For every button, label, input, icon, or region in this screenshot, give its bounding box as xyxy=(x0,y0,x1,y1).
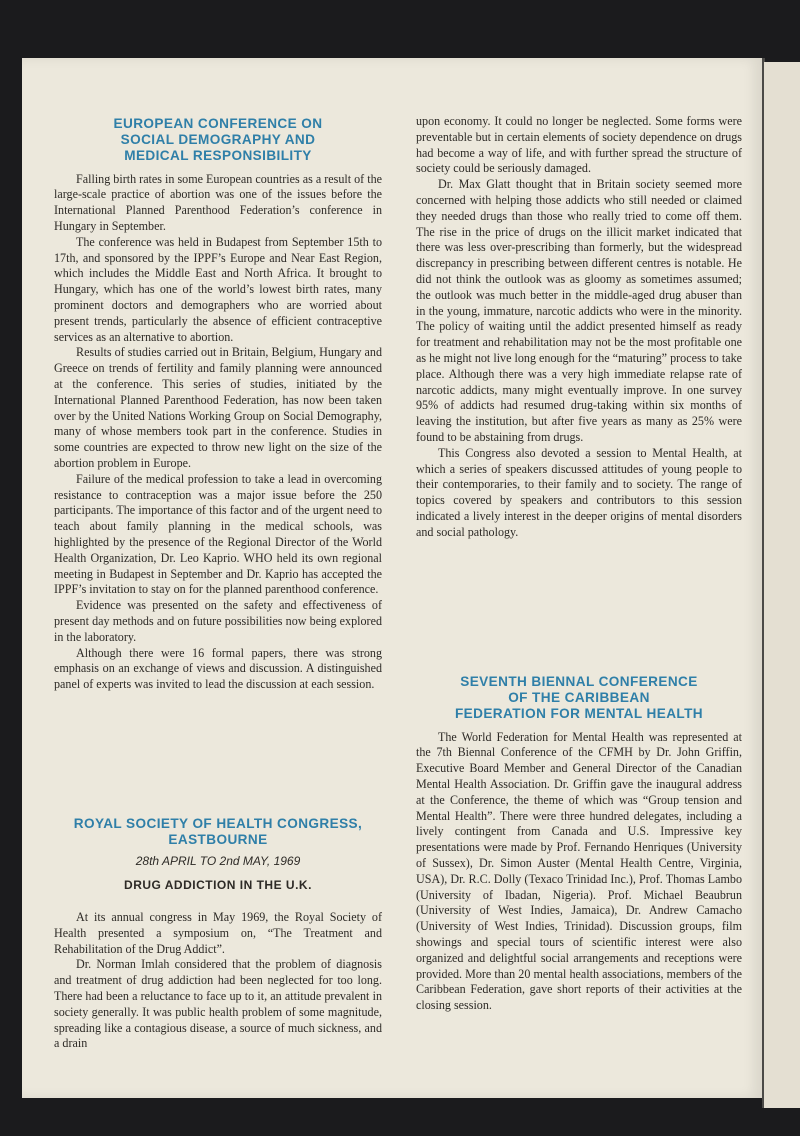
caribbean-conference-article xyxy=(416,674,742,1014)
paragraph: Falling birth rates in some European countries as a result of the large-scale practice of abortion was one of the issues before the International Planned Parenthood Federation’s conference in Hungary in September. xyxy=(54,171,382,233)
paragraph: Dr. Norman Imlah considered that the problem of diagnosis and treatment of drug addiction had been neglected for too long. There had been a reluctance to face up to it, an attitude prevalent in society generally. It was public health problem of some magnitude, spreading like a contagious disease, a source of much sickness, and a drain xyxy=(54,957,382,1051)
paragraph: Dr. Max Glatt thought that in Britain society seemed more concerned with helping those addicts who still needed or claimed they needed drugs than those who really tried to come off them. The rise in the price of drugs on the illicit market indicated that there was less over-prescribing than formerly, but the widespread discrepancy in prescribing between different centres is notable. He did not think the outlook was as gloomy as sometimes assumed; the outlook was much better in the middle-aged drug abuser than in the young, immature, narcotic addicts who were in the minority. The policy of waiting until the addict presented himself as ready for treatment and rehabilitation may not be the most profitable one as he might not live long enough for the “maturing” process to take place. Although there was a very high immediate relapse rate of narcotic addicts, many might eventually improve. In one survey 95% of addicts had resumed drug-taking within six months of leaving the institution, but after five years as many as 25% were found to be abstaining from drugs. xyxy=(416,177,742,444)
royal-society-article xyxy=(54,816,382,1052)
paragraph: The conference was held in Budapest from September 15th to 17th, and sponsored by the IPPF’s Europe and Near East Region, which includes the Middle East and North Africa. It brought to Hungary, which has one of the world’s lowest birth rates, many prominent doctors and demographers who are worried about present trends, particularly the absence of efficient contraceptive services as an alternative to abortion. xyxy=(54,234,382,344)
european-conference-heading: EUROPEAN CONFERENCE ON SOCIAL DEMOGRAPHY AND MEDICAL RESPONSIBILITY xyxy=(113,116,323,164)
congress-dateline: 28th APRIL TO 2nd MAY, 1969 xyxy=(135,854,301,869)
paragraph: Evidence was presented on the safety and effectiveness of present day methods and on future possibilities now being explored in the laboratory. xyxy=(54,598,382,644)
royal-society-heading: ROYAL SOCIETY OF HEALTH CONGRESS, EASTBOURNE xyxy=(73,816,363,848)
drug-addiction-continuation xyxy=(416,114,742,541)
paragraph: Failure of the medical profession to take a lead in overcoming resistance to contraception was a major issue before the 250 participants. The importance of this factor and of the urgent need to teach about family planning in the medical schools, was highlighted by the presence of the Regional Director of the World Health Organization, Dr. Leo Kaprio. WHO held its own regional meeting in Budapest in September and Dr. Kaprio has accepted the IPPF’s invitation to stay on for the planned parenthood conference. xyxy=(54,471,382,597)
drug-addiction-subheading: DRUG ADDICTION IN THE U.K. xyxy=(124,878,312,893)
paragraph: upon economy. It could no longer be neglected. Some forms were preventable but in certain elements of society dependence on drugs had become a way of life, and with further spread the structure of society could be seriously damaged. xyxy=(416,114,742,176)
european-conference-article xyxy=(54,116,382,693)
paragraph: At its annual congress in May 1969, the Royal Society of Health presented a symposium on, “The Treatment and Rehabilitation of the Drug Addict”. xyxy=(54,910,382,956)
paragraph: Although there were 16 formal papers, there was strong emphasis on an exchange of views and discussion. A distinguished panel of experts was invited to lead the discussion at each session. xyxy=(54,645,382,692)
facing-page-edge xyxy=(764,62,800,1108)
paragraph: The World Federation for Mental Health was represented at the 7th Biennal Conference of the CFMH by Dr. John Griffin, Executive Board Member and General Director of the Canadian Mental Health Association. Dr. Griffin gave the inaugural address at the Conference, the theme of which was “Group tension and Mental Health”. There were three hundred delegates, including a lively contingent from Canada and U.S. Impressive key presentations were made by Prof. Fernando Henriques (University of Sussex), Dr. Simon Auster (Mental Health Centre, Virginia, USA), Dr. R.C. Dolly (Texaco Trinidad Inc.), Prof. Thomas Lambo (University of Ibadan, Nigeria). Prof. Michael Beaubrun (University of West Indies, Jamaica), Dr. Andrew Camacho (University of West Indies, Trinidad). Discussion groups, film showings and special tours of scientific interest were also organized and delightful social arrangements and receptions were provided. More than 20 mental health associations, members of the Caribbean Federation, gave short reports of their activities at the closing session. xyxy=(416,729,742,1013)
caribbean-conference-heading: SEVENTH BIENNAL CONFERENCE OF THE CARIBBEAN FEDERATION FOR MENTAL HEALTH xyxy=(454,674,704,722)
paragraph: Results of studies carried out in Britain, Belgium, Hungary and Greece on trends of fertility and family planning were announced at the conference. This series of studies, initiated by the International Planned Parenthood Federation, has now been taken over by the United Nations Working Group on Social Demography, many of whose members took part in the conference. Studies in some countries are expected to throw new light on the size of the abortion problem in Europe. xyxy=(54,345,382,470)
paragraph: This Congress also devoted a session to Mental Health, at which a series of speakers discussed attitudes of young people to their contemporaries, to their family and to society. The range of topics covered by speakers and contributors to this session indicated a lively interest in the deeper origins of mental disorders and social pathology. xyxy=(416,445,742,539)
